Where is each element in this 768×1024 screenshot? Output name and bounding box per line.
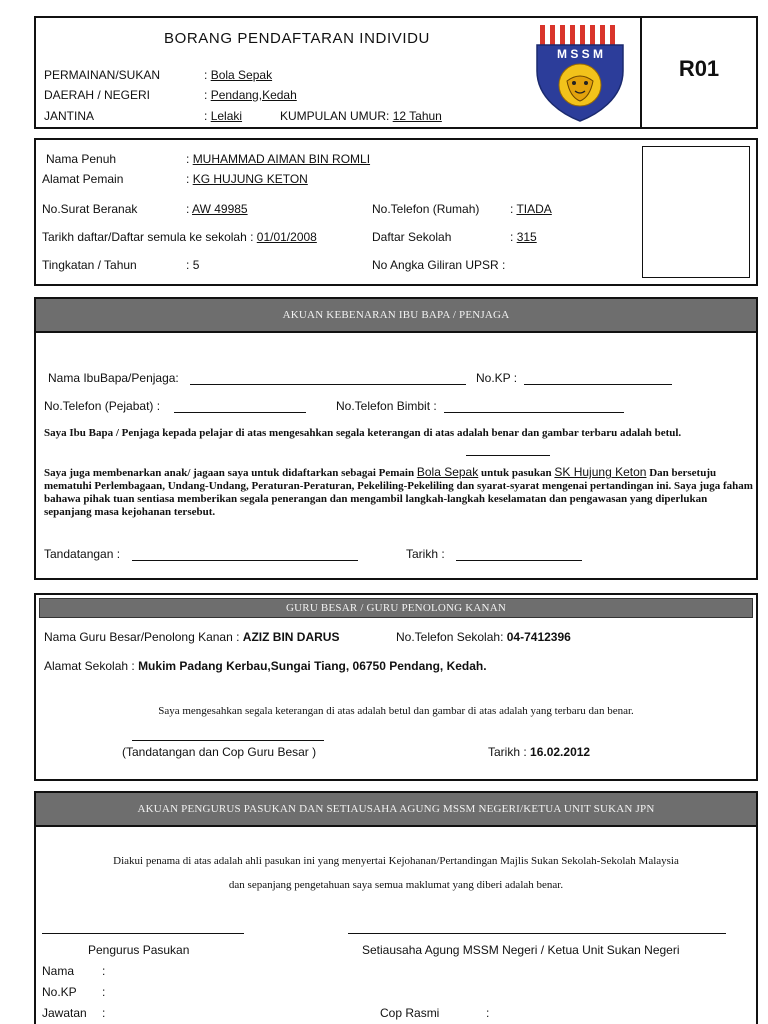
secretary-signature-line[interactable] bbox=[348, 933, 726, 934]
hm-date-value: 16.02.2012 bbox=[530, 745, 591, 759]
parent-box bbox=[34, 297, 758, 580]
header-box bbox=[34, 16, 758, 129]
colon: : bbox=[186, 202, 190, 216]
hm-name-label: Nama Guru Besar/Penolong Kanan : bbox=[44, 630, 240, 644]
mobile-line[interactable] bbox=[444, 412, 624, 413]
colon: : bbox=[102, 964, 106, 978]
para2-b: untuk pasukan bbox=[480, 467, 552, 479]
hm-signature-line[interactable] bbox=[132, 740, 324, 741]
colon: : bbox=[204, 68, 208, 82]
level-value: 5 bbox=[192, 258, 200, 272]
parent-signature-label: Tandatangan : bbox=[44, 547, 121, 561]
mobile-label: No.Telefon Bimbit : bbox=[336, 399, 437, 413]
hm-statement: Saya mengesahkan segala keterangan di atas adalah betul dan gambar di atas adalah yang terbaru dan benar. bbox=[158, 705, 634, 717]
office-phone-label: No.Telefon (Pejabat) : bbox=[44, 399, 161, 413]
colon: : bbox=[186, 258, 190, 272]
colon: : bbox=[102, 985, 106, 999]
age-group-label: KUMPULAN UMUR: bbox=[280, 109, 390, 123]
manager-ic-label: No.KP bbox=[42, 985, 77, 999]
school-reg-label: Daftar Sekolah bbox=[372, 230, 452, 244]
player-box bbox=[34, 138, 758, 286]
para1-line bbox=[466, 455, 550, 456]
headmaster-heading: GURU BESAR / GURU PENOLONG KANAN bbox=[286, 602, 506, 614]
headmaster-box bbox=[34, 593, 758, 781]
colon: : bbox=[102, 1006, 106, 1020]
birthcert-label: No.Surat Beranak bbox=[42, 202, 138, 216]
parent-date-line[interactable] bbox=[456, 560, 582, 561]
parent-name-label: Nama IbuBapa/Penjaga: bbox=[48, 371, 179, 385]
hm-signature-label: (Tandatangan dan Cop Guru Besar ) bbox=[122, 745, 317, 759]
address-value: KG HUJUNG KETON bbox=[192, 172, 308, 186]
logo-text: M S S M bbox=[556, 47, 604, 61]
phone-home-value: TIADA bbox=[516, 202, 552, 216]
para2-team: SK Hujung Keton bbox=[554, 465, 647, 479]
para2-a: Saya juga membenarkan anak/ jagaan saya untuk didaftarkan sebagai Pemain bbox=[44, 467, 415, 479]
parent-date-label: Tarikh : bbox=[406, 547, 445, 561]
manager-name-label: Nama bbox=[42, 964, 75, 978]
colon: : bbox=[510, 202, 514, 216]
form-title: BORANG PENDAFTARAN INDIVIDU bbox=[164, 30, 430, 47]
parent-signature-line[interactable] bbox=[132, 560, 358, 561]
manager-heading: AKUAN PENGURUS PASUKAN DAN SETIAUSAHA AGUNG MSSM NEGERI/KETUA UNIT SUKAN JPN bbox=[137, 803, 655, 815]
manager-position-label: Jawatan bbox=[42, 1006, 87, 1020]
secretary-label: Setiausaha Agung MSSM Negeri / Ketua Unit Sukan Negeri bbox=[362, 943, 680, 957]
colon: : bbox=[204, 88, 208, 102]
birthcert-value: AW 49985 bbox=[192, 202, 248, 216]
address-label: Alamat Pemain bbox=[42, 172, 124, 186]
manager-box bbox=[34, 791, 758, 1024]
school-phone-value: 04-7412396 bbox=[506, 630, 571, 644]
parent-para1: Saya Ibu Bapa / Penjaga kepada pelajar di atas mengesahkan segala keterangan di atas adalah benar dan gambar terbaru adalah betul. bbox=[44, 427, 682, 439]
colon: : bbox=[204, 109, 208, 123]
school-address-label: Alamat Sekolah : bbox=[44, 659, 135, 673]
sport-label: PERMAINAN/SUKAN bbox=[44, 68, 161, 82]
parent-para2 bbox=[44, 466, 756, 519]
level-label: Tingkatan / Tahun bbox=[42, 258, 137, 272]
para2-sport: Bola Sepak bbox=[416, 465, 479, 479]
parent-name-line[interactable] bbox=[190, 384, 466, 385]
reg-date-value: 01/01/2008 bbox=[256, 230, 317, 244]
parent-heading: AKUAN KEBENARAN IBU BAPA / PENJAGA bbox=[282, 309, 510, 321]
colon: : bbox=[186, 152, 190, 166]
sport-value: Bola Sepak bbox=[210, 68, 273, 82]
para2-c: Dan bersetuju mematuhi Perlembagaan, Undang-Undang, Peraturan-Peraturan, Pekeliling-Pekeliling dan syarat-syarat mengenai pertandingan ini. Saya juga faham bahawa pihak tuan sentiasa memberikan segala penerangan dan mengambil langkah-langkah keselamatan dan pengawasan yang diperlukan sepanjang masa kejohanan tersebut. bbox=[44, 467, 753, 518]
gender-value: Lelaki bbox=[210, 109, 243, 123]
office-phone-line[interactable] bbox=[174, 412, 306, 413]
upsr-label: No Angka Giliran UPSR : bbox=[372, 258, 506, 272]
age-group-value: 12 Tahun bbox=[392, 109, 442, 123]
mssm-logo bbox=[534, 23, 626, 123]
colon: : bbox=[510, 230, 514, 244]
gender-label: JANTINA bbox=[44, 109, 95, 123]
parent-ic-label: No.KP : bbox=[476, 371, 518, 385]
school-address-value: Mukim Padang Kerbau,Sungai Tiang, 06750 Pendang, Kedah. bbox=[138, 659, 487, 673]
school-phone-label: No.Telefon Sekolah: bbox=[396, 630, 504, 644]
reg-date-label: Tarikh daftar/Daftar semula ke sekolah : bbox=[42, 230, 254, 244]
hm-name-value: AZIZ BIN DARUS bbox=[242, 630, 340, 644]
district-label: DAERAH / NEGERI bbox=[44, 88, 151, 102]
school-reg-value: 315 bbox=[516, 230, 537, 244]
manager-statement-1: Diakui penama di atas adalah ahli pasukan ini yang menyertai Kejohanan/Pertandingan Majlis Sukan Sekolah-Sekolah Malaysia bbox=[113, 855, 679, 867]
district-value: Pendang,Kedah bbox=[210, 88, 297, 102]
form-code: R01 bbox=[678, 56, 720, 81]
stamp-label: Cop Rasmi bbox=[380, 1006, 440, 1020]
photo-box bbox=[642, 146, 750, 278]
manager-signature-line[interactable] bbox=[42, 933, 244, 934]
colon: : bbox=[186, 172, 190, 186]
manager-statement-2: dan sepanjang pengetahuan saya semua maklumat yang diberi adalah benar. bbox=[228, 879, 564, 891]
name-value: MUHAMMAD AIMAN BIN ROMLI bbox=[192, 152, 371, 166]
parent-ic-line[interactable] bbox=[524, 384, 672, 385]
hm-date-label: Tarikh : bbox=[488, 745, 527, 759]
name-label: Nama Penuh bbox=[46, 152, 117, 166]
phone-home-label: No.Telefon (Rumah) bbox=[372, 202, 480, 216]
manager-label: Pengurus Pasukan bbox=[88, 943, 190, 957]
colon: : bbox=[486, 1006, 490, 1020]
